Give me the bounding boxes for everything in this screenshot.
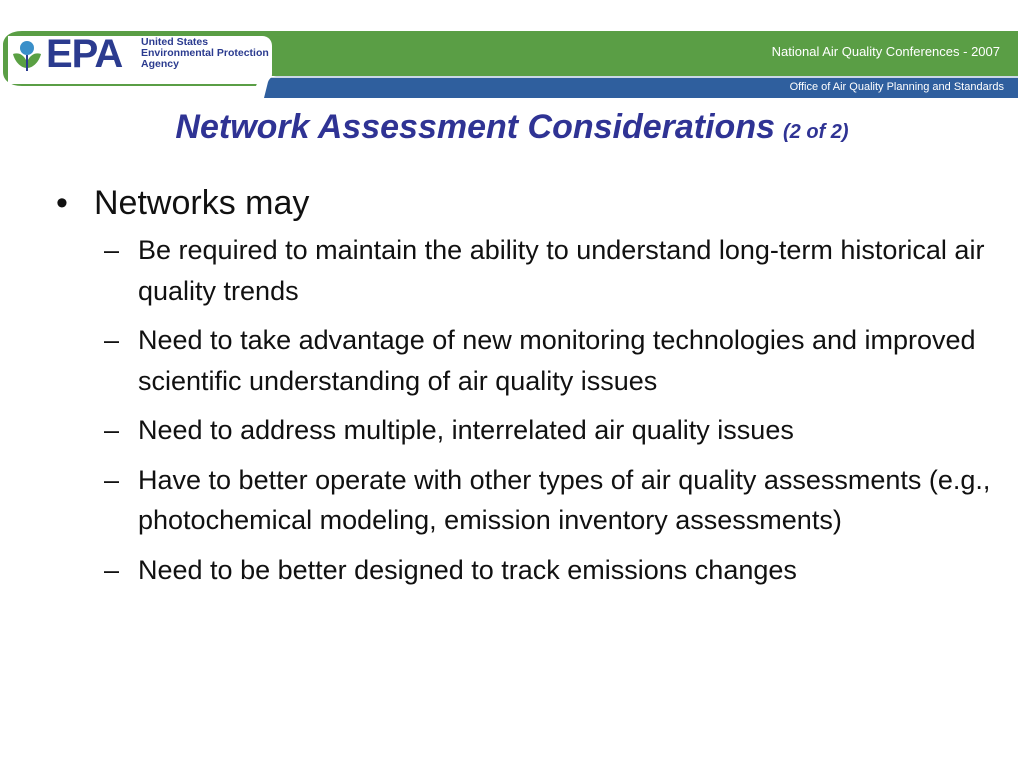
- sub-bullet-dash: –: [104, 554, 120, 585]
- sub-bullet-item: [56, 320, 996, 401]
- office-title: Office of Air Quality Planning and Standards: [789, 81, 1004, 93]
- bullet-marker: •: [56, 184, 68, 222]
- sub-bullet-item: [56, 230, 996, 311]
- agency-line-3: Agency: [141, 58, 179, 70]
- sub-bullet-text: Be required to maintain the ability to understand long-term historical air quality trends: [138, 235, 985, 306]
- epa-logo: [8, 34, 270, 74]
- sub-bullet-text: Have to better operate with other types of air quality assessments (e.g., photochemical modeling, emission inventory assessments): [138, 464, 991, 535]
- sub-bullet-item: [56, 410, 996, 451]
- sub-bullet-dash: –: [104, 415, 120, 445]
- header-banner: [0, 0, 1024, 104]
- epa-flower-icon: [10, 38, 44, 72]
- sub-bullet-dash: –: [104, 235, 120, 265]
- agency-line-1: United States: [141, 36, 209, 48]
- slide-title: [0, 108, 1024, 147]
- sub-bullet-text: Need to address multiple, interrelated air quality issues: [138, 415, 794, 445]
- sub-bullet-item: [56, 550, 996, 591]
- slide-title-main: Network Assessment Considerations: [175, 108, 776, 146]
- conference-title: National Air Quality Conferences - 2007: [771, 44, 1000, 59]
- agency-name: [141, 37, 281, 70]
- sub-bullet-item: [56, 460, 996, 541]
- slide-title-suffix: (2 of 2): [783, 121, 849, 143]
- main-bullet-text: Networks may: [94, 184, 310, 222]
- epa-logo-letters: EPA: [46, 32, 123, 76]
- sub-bullet-dash: –: [104, 325, 120, 355]
- slide-body: [56, 180, 996, 599]
- sub-bullet-list: [56, 230, 996, 590]
- sub-bullet-text: Need to take advantage of new monitoring technologies and improved scientific understanding of air quality issues: [138, 325, 976, 396]
- sub-bullet-dash: –: [104, 464, 120, 495]
- sub-bullet-text: Need to be better designed to track emissions changes: [138, 554, 797, 585]
- agency-line-2: Environmental Protection: [141, 47, 269, 59]
- main-bullet: [56, 180, 996, 226]
